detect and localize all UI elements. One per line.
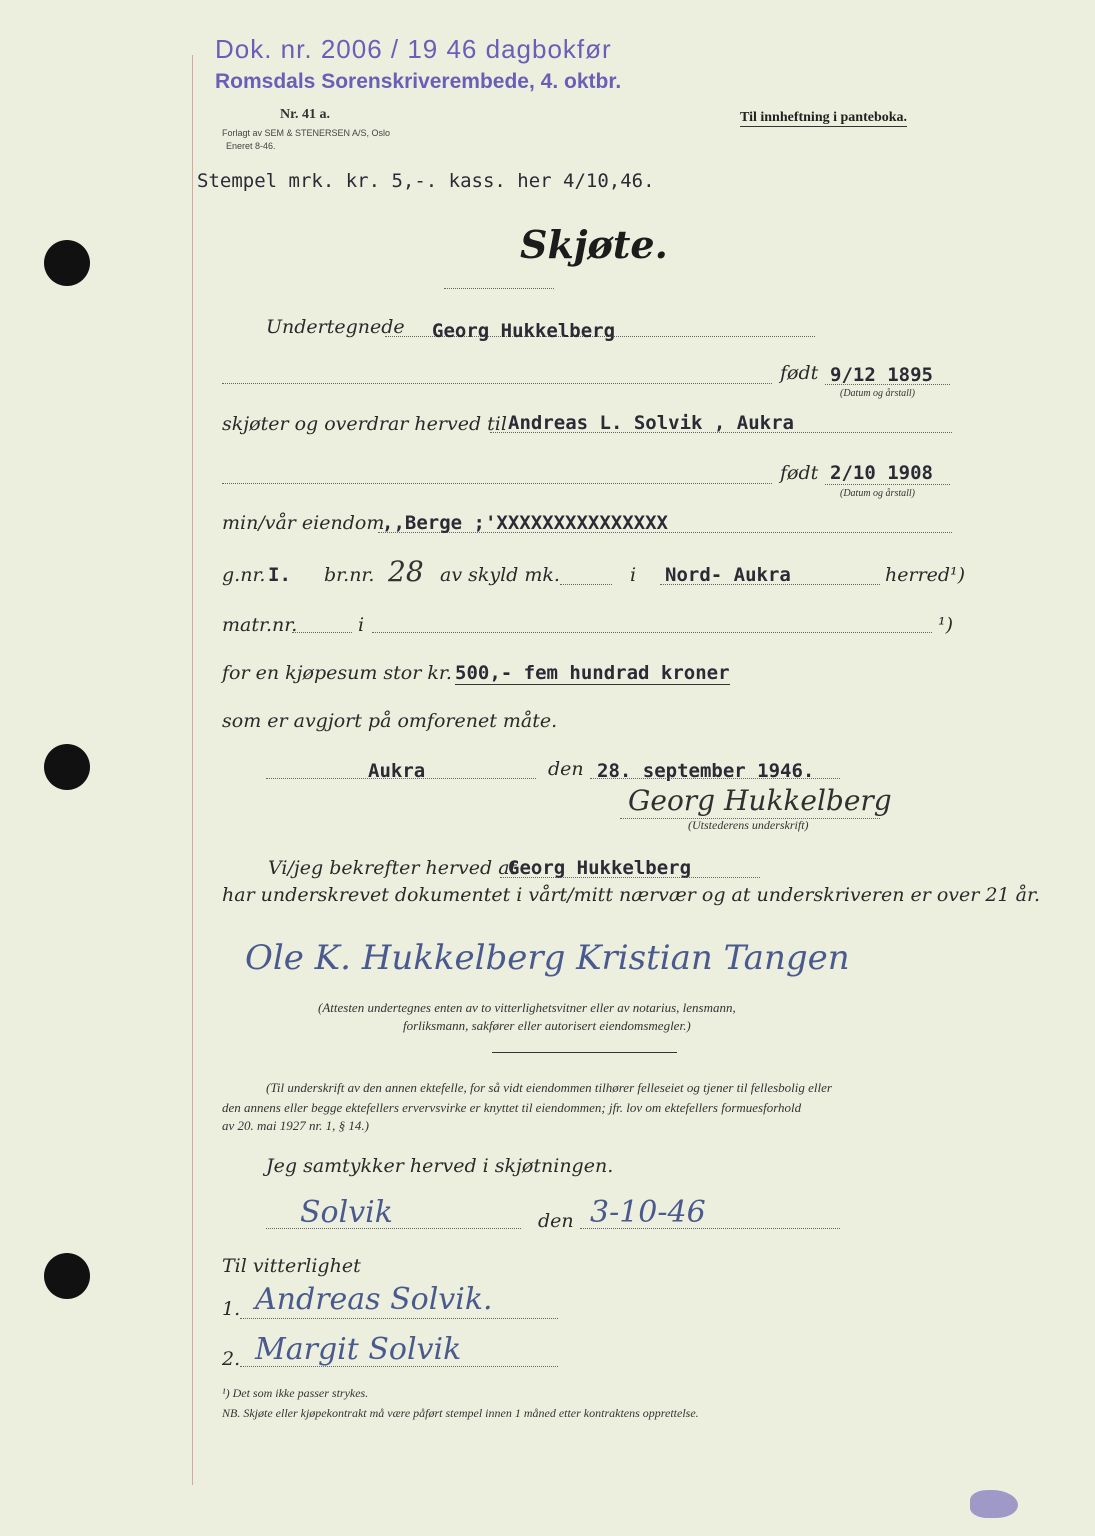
header-right: Til innheftning i panteboka. [740,110,908,125]
bekrefter-value: Georg Hukkelberg [508,857,692,879]
punch-hole [44,744,90,790]
fill-line [222,383,772,384]
note-line-2: den annens eller begge ektefellers ervervsvirke er knyttet til eiendommen; jfr. lov om ektefellers formuesforhold [222,1100,802,1115]
footnote-1: ¹) Det som ikke passer strykes. [222,1386,369,1400]
fill-line [825,484,950,485]
punch-hole [44,240,90,286]
witness-signature-2: Margit Solvik [255,1332,462,1367]
divider [492,1052,677,1053]
attesten-line-1: (Attesten undertegnes enten av to vitterlighetsvitner eller av notarius, lensmann, [318,1000,736,1015]
i-label: i [630,564,637,586]
note-line-3: av 20. mai 1927 nr. 1, § 14.) [222,1118,369,1133]
stempel-line: Stempel mrk. kr. 5,-. kass. her 4/10,46. [197,170,655,192]
fill-line [500,877,760,878]
gnr-value: I. [268,564,291,586]
note-line-1: (Til underskrift av den annen ektefelle, for så vidt eiendommen tilhører felleseiet og tjener til fellesbolig eller [266,1080,832,1095]
samtykker-text: Jeg samtykker herved i skjøtningen. [266,1155,614,1177]
brnr-value: 28 [388,555,424,588]
matr-label: matr.nr. [222,614,298,636]
property-name: ,,Berge ;'XXXXXXXXXXXXXXX [382,512,668,534]
publisher-line-1: Forlagt av SEM & STENERSEN A/S, Oslo [222,128,391,138]
fill-line [292,632,352,633]
den-label: den [548,758,584,780]
date-hint-1: (Datum og årstall) [840,388,915,399]
stamp-line-2: Romsdals Sorenskriverembede, 4. oktbr. [215,70,622,93]
witness-signature-1: Andreas Solvik. [255,1282,493,1317]
ink-smudge [970,1490,1018,1518]
brnr-label: br.nr. [324,564,375,586]
skyld-label: av skyld mk. [440,564,560,586]
underskrevet-text: har underskrevet dokumentet i vårt/mitt nærvær og at underskriveren er over 21 år. [222,884,1040,906]
witness-number-2: 2. [222,1348,241,1370]
gnr-label: g.nr. [222,564,266,586]
fodt-label-1: født [780,362,819,384]
date-hint-2: (Datum og årstall) [840,488,915,499]
publisher-line-2: Eneret 8-46. [226,141,276,151]
fill-line [590,778,840,779]
stamp-line-1: Dok. nr. 2006 / 19 46 dagbokfør [215,34,612,64]
herred-label: herred¹) [885,564,966,586]
herred-value: Nord- Aukra [665,564,791,586]
footnote-2: NB. Skjøte eller kjøpekontrakt må være påført stempel innen 1 måned etter kontraktens opprettelse. [222,1406,699,1420]
title-divider [444,288,554,289]
sign-date: 28. september 1946. [597,760,815,782]
fill-line [240,1318,558,1319]
place: Aukra [368,760,426,782]
fill-line [825,384,950,385]
fill-line [240,1366,558,1367]
grantor-birthdate: 9/12 1895 [830,364,933,386]
punch-hole [44,1253,90,1299]
consent-den: den [538,1210,574,1232]
witness-signatures: Ole K. Hukkelberg Kristian Tangen [245,938,850,978]
matr-end: ¹) [938,614,954,636]
fill-line [266,1228,521,1229]
form-number: Nr. 41 a. [280,107,331,122]
avgjort-text: som er avgjort på omforenet måte. [222,710,558,732]
fill-line [580,1228,840,1229]
matr-i-label: i [358,614,365,636]
grantee-birthdate: 2/10 1908 [830,462,933,484]
bekrefter-label: Vi/jeg bekrefter herved at [268,857,518,879]
vitterlighet-label: Til vitterlighet [222,1255,361,1277]
kjopesum-label: for en kjøpesum stor kr. [222,662,452,684]
fill-line [372,632,932,633]
fill-line [560,584,612,585]
eiendom-label: min/vår eiendom [222,512,385,534]
attesten-line-2: forliksmann, sakfører eller autorisert eiendomsmegler.) [403,1018,691,1033]
document-title: Skjøte. [520,222,668,267]
margin-line [192,55,193,1485]
consent-place: Solvik [300,1195,393,1230]
witness-number-1: 1. [222,1298,241,1320]
fodt-label-2: født [780,462,819,484]
skjoter-label: skjøter og overdrar herved til [222,413,507,435]
grantor-signature: Georg Hukkelberg [628,784,892,817]
kjopesum-value: 500,- fem hundrad kroner [455,662,730,684]
consent-date: 3-10-46 [590,1195,706,1230]
grantee-name: Andreas L. Solvik , Aukra [508,412,794,434]
fill-line [222,483,772,484]
signature-caption: (Utstederens underskrift) [688,818,809,832]
fill-line [266,778,536,779]
undertegnede-label: Undertegnede [266,316,405,338]
grantor-name: Georg Hukkelberg [432,320,616,342]
fill-line [660,584,880,585]
